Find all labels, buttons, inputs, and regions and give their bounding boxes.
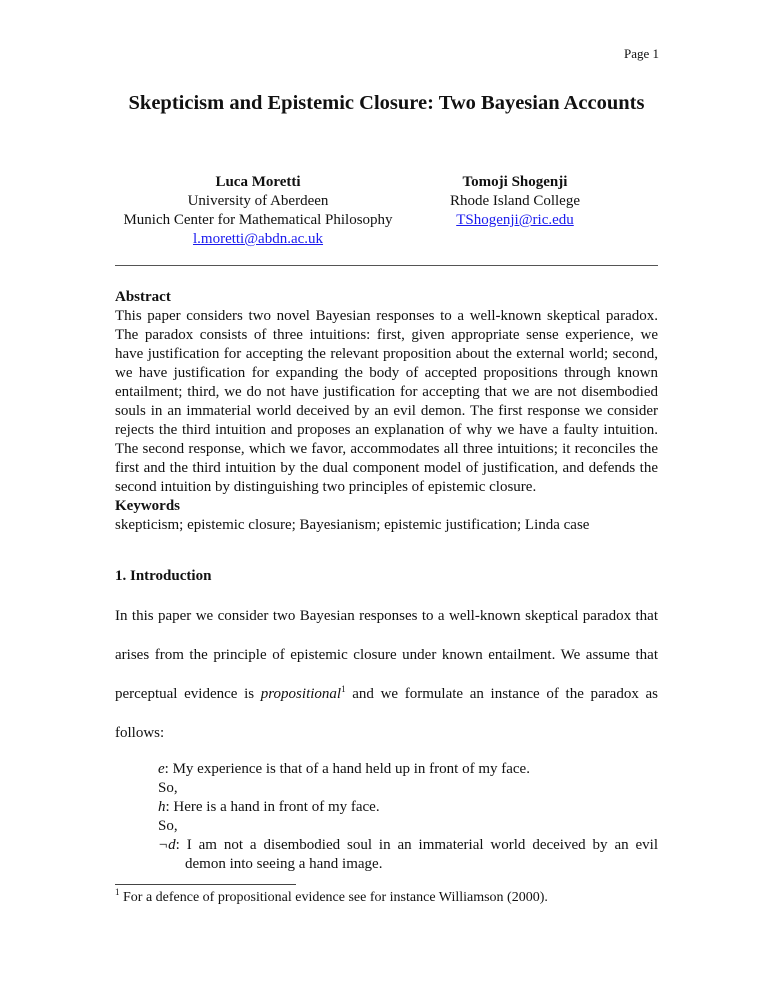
footnote-number: 1 — [115, 887, 120, 897]
author-email-link[interactable]: TShogenji@ric.edu — [456, 212, 574, 228]
connective: So, — [158, 818, 178, 834]
page-number: Page 1 — [623, 46, 659, 61]
author-name: Tomoji Shogenji — [462, 174, 568, 190]
keywords-heading: Keywords — [115, 498, 180, 514]
premise-text: : My experience is that of a hand held up in front of my face. — [164, 761, 530, 777]
intro-text-part: and we formulate an instance of the paradox as follows: — [115, 686, 658, 741]
author-email-link[interactable]: l.moretti@abdn.ac.uk — [192, 231, 324, 247]
author-affiliation: Rhode Island College — [450, 193, 580, 209]
variable-label: h — [158, 799, 166, 815]
author-block-1 — [118, 173, 398, 249]
introduction-text — [115, 597, 658, 753]
footnote — [115, 887, 548, 906]
author-affiliation: Munich Center for Mathematical Philosophy — [123, 212, 393, 228]
premise-e — [158, 760, 658, 779]
premise-text: : Here is a hand in front of my face. — [165, 799, 380, 815]
footnote-marker[interactable]: 1 — [341, 684, 346, 694]
footnote-text: For a defence of propositional evidence see for instance Williamson (2000). — [119, 890, 548, 905]
author-block-2 — [430, 173, 600, 230]
keywords-text: skepticism; epistemic closure; Bayesianism; epistemic justification; Linda case — [115, 517, 590, 533]
paradox-argument — [158, 760, 658, 874]
premise-text: : I am not a disembodied soul in an immaterial world deceived by an evil demon into seeing a hand image. — [175, 837, 658, 872]
author-name: Luca Moretti — [215, 174, 301, 190]
abstract-text: This paper considers two novel Bayesian responses to a well-known skeptical paradox. The paradox consists of three intuitions: first, given appropriate sense experience, we have justification for accepting the relevant proposition about the external world; second, we have justification for expanding the body of accepted propositions through known entailment; third, we do not have justification for accepting that we are not disembodied souls in an immaterial world deceived by an evil demon. The first response we consider rejects the third intuition and proposes an explanation of why we have a faulty intuition. The second response, which we favor, accommodates all three intuitions; it reconciles the first and the third intuition by the dual component model of justification, and defends the second intuition by distinguishing two principles of epistemic closure. — [115, 308, 658, 495]
author-affiliation: University of Aberdeen — [187, 193, 329, 209]
intro-italic-term: propositional — [260, 686, 342, 702]
intro-text-part: In this paper we consider two Bayesian responses to a well-known skeptical paradox that arises from the principle of epistemic closure under known entailment. We assume that perceptual evidence is — [115, 608, 658, 702]
paper-title: Skepticism and Epistemic Closure: Two Bayesian Accounts — [128, 92, 645, 114]
footnote-divider — [115, 884, 296, 885]
conclusion-not-d — [158, 836, 658, 874]
connective: So, — [158, 780, 178, 796]
premise-h — [158, 798, 658, 817]
variable-label: ¬d — [158, 837, 176, 853]
variable-label: e — [158, 761, 165, 777]
header-divider — [115, 265, 658, 267]
introduction-heading: 1. Introduction — [115, 568, 212, 584]
abstract-heading: Abstract — [115, 289, 171, 305]
